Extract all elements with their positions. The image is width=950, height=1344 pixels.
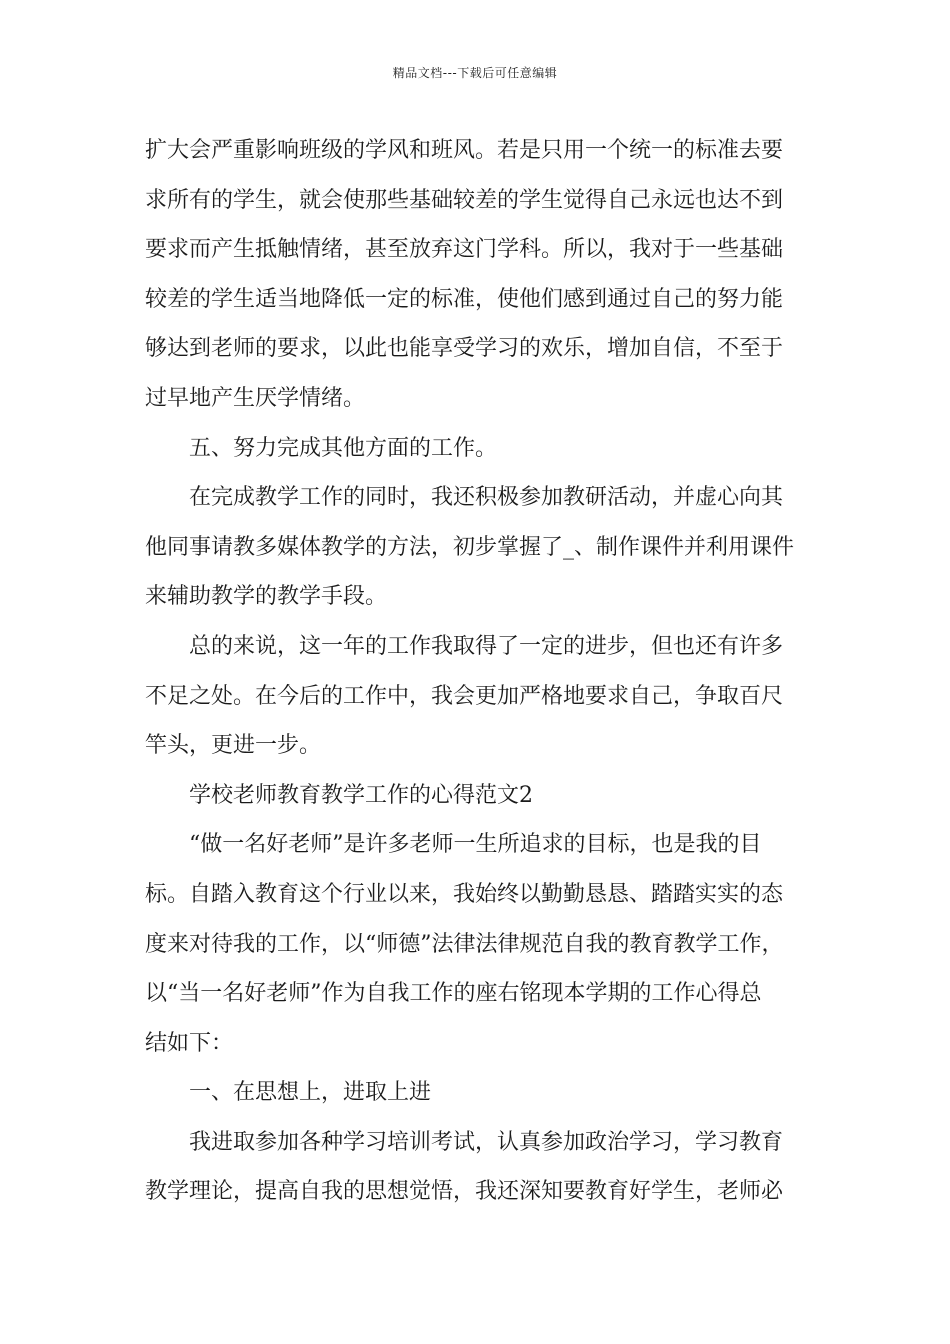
text-line: 学校老师教育教学工作的心得范文2 xyxy=(189,782,533,808)
text-line: 求所有的学生，就会使那些基础较差的学生觉得自己永远也达不到 xyxy=(145,187,784,213)
text-line: 来辅助教学的教学手段。 xyxy=(145,584,388,610)
text-line: 一、在思想上，进取上进 xyxy=(189,1080,432,1106)
text-line: 过早地产生厌学情绪。 xyxy=(145,385,366,411)
text-line: 结如下： xyxy=(145,1030,234,1056)
text-line: 要求而产生抵触情绪，甚至放弃这门学科。所以，我对于一些基础 xyxy=(145,237,784,263)
page-header: 精品文档---下载后可任意编辑 xyxy=(392,66,558,80)
text-line: 较差的学生适当地降低一定的标准，使他们感到通过自己的努力能 xyxy=(145,286,784,312)
text-line: 标。自踏入教育这个行业以来，我始终以勤勤恳恳、踏踏实实的态 xyxy=(145,881,784,907)
text-line: 在完成教学工作的同时，我还积极参加教研活动，并虚心向其 xyxy=(189,485,784,511)
document-body xyxy=(145,126,810,1217)
text-line: 度来对待我的工作，以“师德”法律法律规范自我的教育教学工作， xyxy=(145,931,784,957)
text-line: 扩大会严重影响班级的学风和班风。若是只用一个统一的标准去要 xyxy=(145,138,784,163)
text-line: “做一名好老师”是许多老师一生所追求的目标，也是我的目 xyxy=(189,832,762,858)
text-line: 总的来说，这一年的工作我取得了一定的进步，但也还有许多 xyxy=(189,633,784,659)
text-line: 竿头，更进一步。 xyxy=(145,733,322,759)
text-line: 以“当一名好老师”作为自我工作的座右铭现本学期的工作心得总 xyxy=(145,981,762,1007)
text-line: 五、努力完成其他方面的工作。 xyxy=(189,435,498,461)
text-line: 他同事请教多媒体教学的方法，初步掌握了_、制作课件并利用课件 xyxy=(145,534,795,560)
text-line: 不足之处。在今后的工作中，我会更加严格地要求自己，争取百尺 xyxy=(145,683,784,709)
text-line: 够达到老师的要求，以此也能享受学习的欢乐，增加自信，不至于 xyxy=(145,336,784,362)
text-line: 教学理论，提高自我的思想觉悟，我还深知要教育好学生，老师必 xyxy=(145,1179,784,1205)
text-line: 我进取参加各种学习培训考试，认真参加政治学习，学习教育 xyxy=(189,1129,784,1155)
